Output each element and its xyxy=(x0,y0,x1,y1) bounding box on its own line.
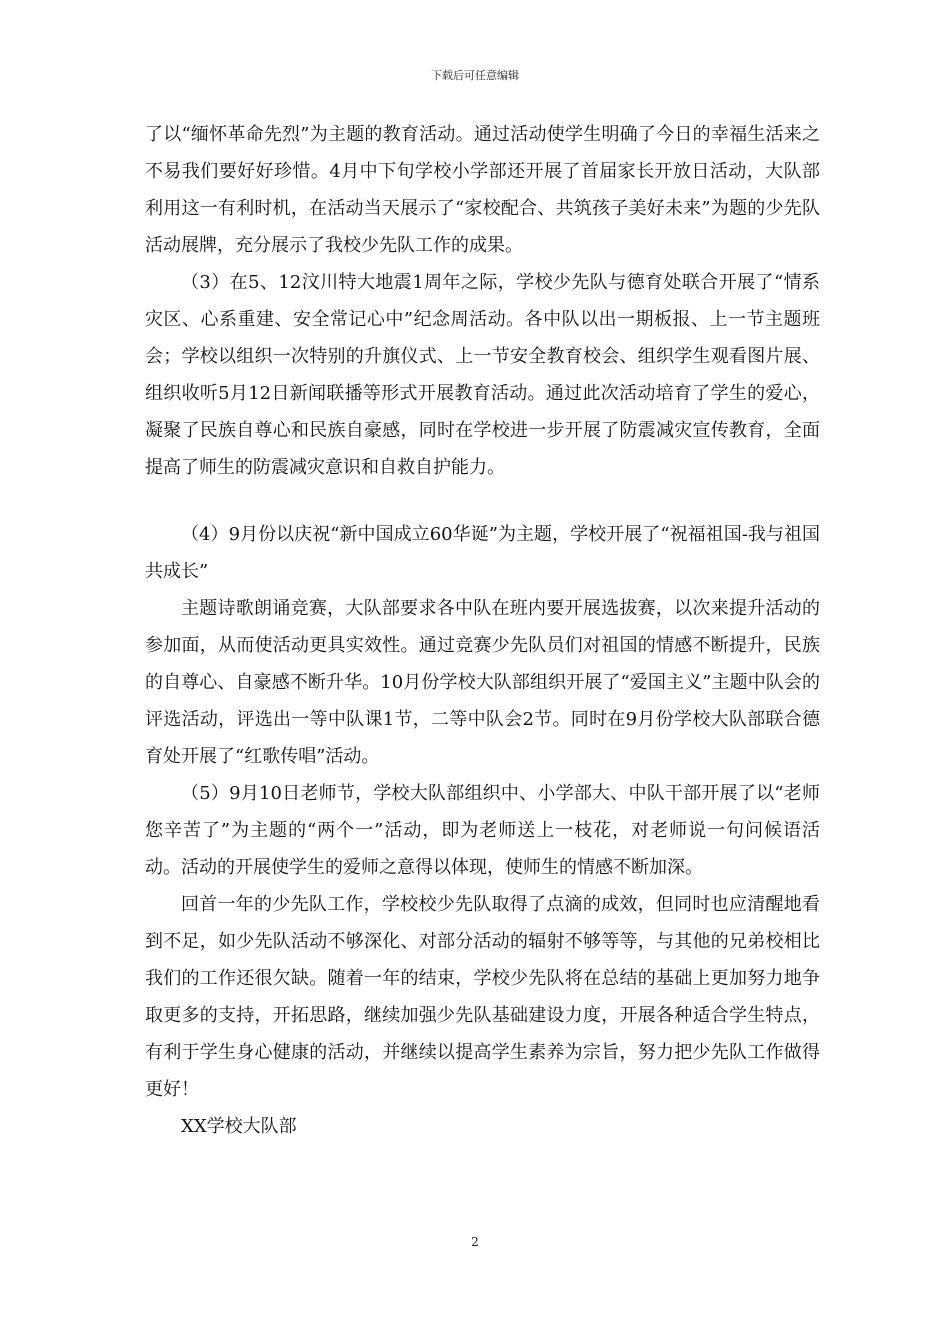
paragraph-gap xyxy=(145,486,820,516)
paragraph-item-4: （4）9月份以庆祝“新中国成立60华诞”为主题，学校开展了“祝福祖国-我与祖国共成长” xyxy=(145,524,820,582)
paragraph-summary: 回首一年的少先队工作，学校校少先队取得了点滴的成效，但同时也应清醒地看到不足，如少先队活动不够深化、对部分活动的辐射不够等等，与其他的兄弟校相比我们的工作还很欠缺。随着一年的结束，学校少先队将在总结的基础上更加努力地争取更多的支持，开拓思路，继续加强少先队基础建设力度，开展各种适合学生特点，有利于学生身心健康的活动，并继续以提高学生素养为宗旨，努力把少先队工作做得更好！ xyxy=(145,894,820,1100)
paragraph-item-3: （3）在5、12汶川特大地震1周年之际，学校少先队与德育处联合开展了“情系灾区、心系重建、安全常记心中”纪念周活动。各中队以出一期板报、上一节主题班会；学校以组织一次特别的升旗仪式、上一节安全教育校会、组织学生观看图片展、组织收听5月12日新闻联播等形式开展教育活动。通过此次活动培育了学生的爱心，凝聚了民族自尊心和民族自豪感，同时在学校进一步开展了防震减灾宣传教育，全面提高了师生的防震减灾意识和自救自护能力。 xyxy=(145,272,820,478)
paragraph-item-5: （5）9月10日老师节，学校大队部组织中、小学部大、中队干部开展了以“老师您辛苦了”为主题的“两个一”活动，即为老师送上一枝花，对老师说一句问候语活动。活动的开展使学生的爱师之意得以体现，使师生的情感不断加深。 xyxy=(145,783,820,878)
document-body xyxy=(145,116,820,1145)
page-header: 下载后可任意编辑 xyxy=(431,69,519,82)
paragraph-activity-continuation: 了以“缅怀革命先烈”为主题的教育活动。通过活动使学生明确了今日的幸福生活来之不易我们要好好珍惜。4月中下旬学校小学部还开展了首届家长开放日活动，大队部利用这一有利时机，在活动当天展示了“家校配合、共筑孩子美好未来”为题的少先队活动展牌，充分展示了我校少先队工作的成果。 xyxy=(145,124,820,256)
signature-line: XX学校大队部 xyxy=(181,1116,297,1137)
paragraph-poetry-contest: 主题诗歌朗诵竞赛，大队部要求各中队在班内要开展选拔赛，以次来提升活动的参加面，从而使活动更具实效性。通过竞赛少先队员们对祖国的情感不断提升，民族的自尊心、自豪感不断升华。10月份学校大队部组织开展了“爱国主义”主题中队会的评选活动，评选出一等中队课1节，二等中队会2节。同时在9月份学校大队部联合德育处开展了“红歌传唱”活动。 xyxy=(145,598,820,767)
page-number: 2 xyxy=(471,1235,479,1249)
